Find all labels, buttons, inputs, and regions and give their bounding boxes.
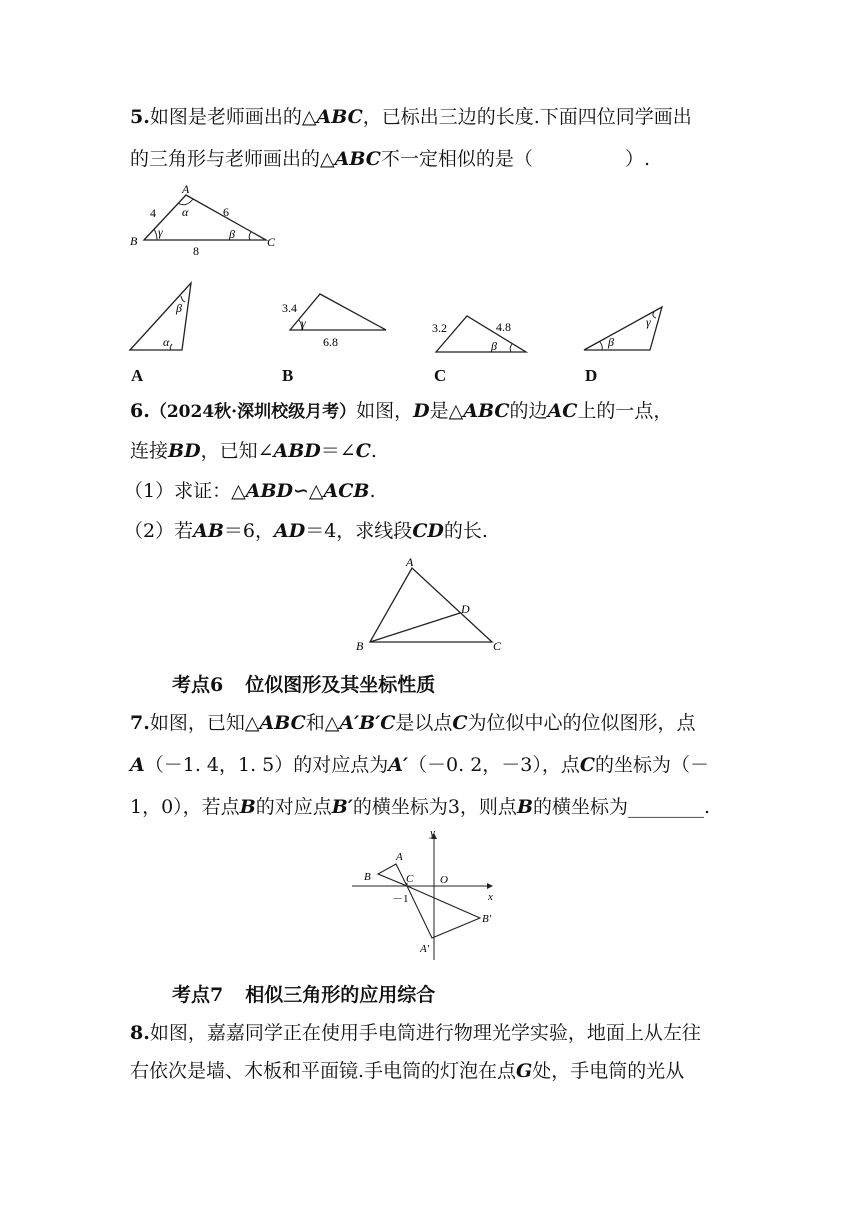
q7-line-3: 1，0），若点B的对应点B′的横坐标为3，则点B的横坐标为________.	[130, 796, 711, 818]
vertex-b-label: B	[130, 234, 138, 248]
gamma-label: γ	[158, 225, 163, 239]
svg-text:x: x	[488, 891, 493, 903]
svg-text:－1: －1	[392, 893, 409, 905]
section-7-heading: 考点7 相似三角形的应用综合	[172, 984, 436, 1006]
option-c-label: C	[434, 366, 447, 385]
option-b-figure	[278, 290, 390, 350]
svg-text:C: C	[406, 873, 414, 885]
svg-text:β: β	[491, 339, 497, 353]
svg-text:A: A	[406, 555, 414, 569]
q6-source: （2024秋·深圳校级月考）	[149, 402, 357, 422]
svg-text:O: O	[440, 874, 448, 886]
section-6-heading: 考点6 位似图形及其坐标性质	[172, 674, 436, 696]
q8-line-2: 右依次是墙、木板和平面镜.手电筒的灯泡在点G处，手电筒的光从	[130, 1060, 685, 1082]
q7-coordinate-figure	[348, 826, 508, 966]
svg-text:β: β	[176, 301, 182, 315]
option-a-figure	[126, 278, 198, 354]
svg-text:4.8: 4.8	[496, 320, 511, 334]
option-d-label: D	[585, 366, 598, 385]
beta-label: β	[229, 227, 235, 241]
option-d-figure	[580, 302, 666, 354]
q8-number: 8.	[130, 1022, 150, 1044]
svg-text:γ: γ	[646, 315, 651, 329]
q6-part-2: （2）若AB＝6，AD＝4，求线段CD的长.	[124, 520, 488, 542]
side-bc-label: 8	[193, 244, 199, 258]
q7-line-1: 7.如图，已知△ABC和△A′B′C是以点C为位似中心的位似图形，点	[130, 712, 696, 734]
svg-text:A′: A′	[420, 943, 430, 955]
q7-line-2: A（－1. 4，1. 5）的对应点为A′（－0. 2，－3），点C的坐标为（－	[130, 754, 710, 776]
alpha-label: α	[182, 205, 189, 219]
q6-line-1: 6.（2024秋·深圳校级月考）如图，D是△ABC的边AC上的一点，	[130, 400, 673, 422]
q5-number: 5.	[130, 106, 150, 128]
svg-text:6.8: 6.8	[323, 335, 338, 349]
q6-number: 6.	[130, 400, 150, 422]
svg-text:γ: γ	[301, 316, 306, 330]
svg-text:B′: B′	[482, 913, 492, 925]
svg-text:B: B	[364, 871, 371, 883]
q6-line-2: 连接BD，已知∠ABD＝∠C.	[130, 440, 377, 462]
svg-text:β: β	[608, 335, 614, 349]
q5-line-2: 的三角形与老师画出的△ABC不一定相似的是（ ）.	[130, 148, 650, 170]
side-ab-label: 4	[150, 206, 156, 220]
svg-text:3.4: 3.4	[282, 301, 297, 315]
vertex-c-label: C	[267, 235, 276, 249]
svg-text:D: D	[461, 602, 470, 616]
option-a-label: A	[131, 366, 144, 385]
vertex-a-label: A	[182, 182, 190, 196]
svg-text:y: y	[430, 827, 435, 839]
svg-text:A: A	[396, 851, 403, 863]
svg-text:3.2: 3.2	[432, 321, 447, 335]
q7-number: 7.	[130, 712, 150, 734]
option-c-figure	[430, 312, 530, 356]
q6-triangle-figure	[350, 552, 510, 656]
svg-text:α: α	[163, 335, 170, 349]
svg-text:B: B	[356, 639, 364, 653]
q6-part-1: （1）求证：△ABD∽△ACB.	[124, 480, 376, 502]
q5-line-1: 5.如图是老师画出的△ABC，已标出三边的长度.下面四位同学画出	[130, 106, 692, 128]
option-b-label: B	[282, 366, 294, 385]
q8-line-1: 8.如图，嘉嘉同学正在使用手电筒进行物理光学实验，地面上从左往	[130, 1022, 701, 1044]
q5-teacher-triangle-figure	[126, 180, 286, 260]
side-ac-label: 6	[223, 205, 229, 219]
svg-text:C: C	[493, 639, 502, 653]
